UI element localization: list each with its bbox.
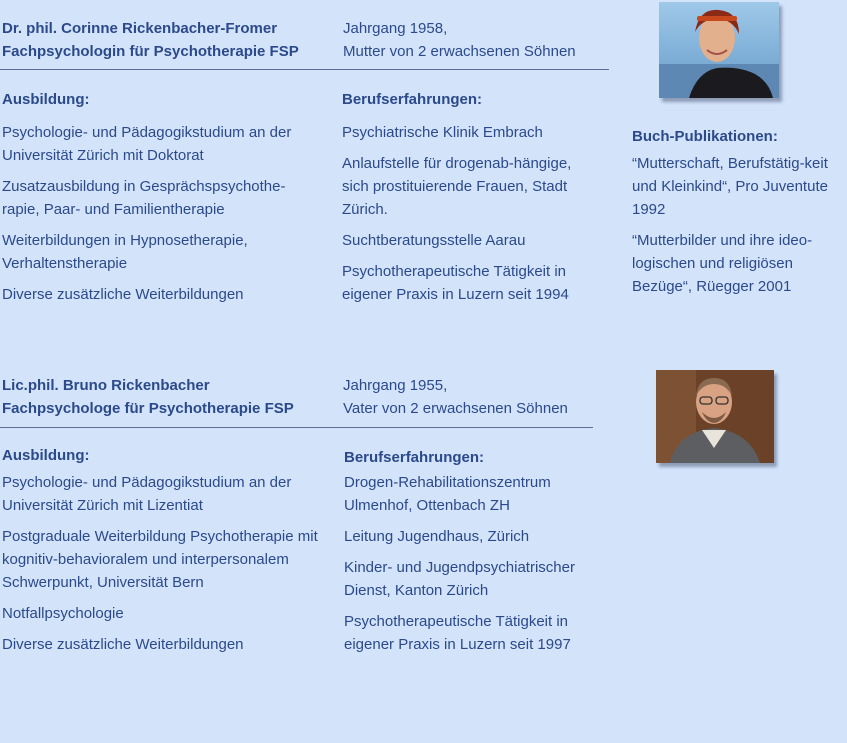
person1-info <box>343 17 576 63</box>
person1-year: Jahrgang 1958, <box>343 20 448 37</box>
person2-family: Vater von 2 erwachsenen Söhnen <box>343 400 568 417</box>
person2-education-item: Diverse zusätzliche Weiterbildungen <box>2 636 244 653</box>
person2-education-item: Psychologie- und Pädagogikstudium an der Universität Zürich mit Lizentiat <box>2 474 292 514</box>
person1-experience-item: Anlaufstelle für drogenab-hängige, sich prostituierende Frauen, Stadt Zürich. <box>342 155 572 218</box>
person2-experience-item: Kinder- und Jugendpsychiatrischer Dienst, Kanton Zürich <box>344 559 575 599</box>
person1-experience <box>342 88 582 314</box>
person2-info <box>343 374 568 420</box>
person1-education-item: Diverse zusätzliche Weiterbildungen <box>2 286 244 303</box>
person1-book-item: “Mutterbilder und ihre ideo-logischen und religiösen Bezüge“, Rüegger 2001 <box>632 232 813 295</box>
person1-education <box>2 88 322 314</box>
person1-books-heading: Buch-Publikationen: <box>632 128 778 145</box>
person2-year: Jahrgang 1955, <box>343 377 448 394</box>
person2-header <box>2 374 294 420</box>
person2-photo <box>656 370 774 463</box>
person1-title: Fachpsychologin für Psychotherapie FSP <box>2 43 299 60</box>
person2-experience <box>344 446 614 664</box>
person1-experience-item: Psychiatrische Klinik Embrach <box>342 124 543 141</box>
person1-name: Dr. phil. Corinne Rickenbacher-Fromer <box>2 20 278 37</box>
person2-education-heading: Ausbildung: <box>2 447 90 464</box>
person1-photo <box>659 2 779 98</box>
person2-education <box>2 444 332 664</box>
person1-education-item: Zusatzausbildung in Gesprächspsychothe-rapie, Paar- und Familientherapie <box>2 178 286 218</box>
person2-name: Lic.phil. Bruno Rickenbacher <box>2 377 210 394</box>
person2-title: Fachpsychologe für Psychotherapie FSP <box>2 400 294 417</box>
person1-education-item: Weiterbildungen in Hypnosetherapie, Verhaltenstherapie <box>2 232 248 272</box>
person2-education-item: Postgraduale Weiterbildung Psychotherapie mit kognitiv-behavioralem und interpersonalem Schwerpunkt, Universität Bern <box>2 528 318 591</box>
person1-divider <box>0 69 609 70</box>
person1-education-heading: Ausbildung: <box>2 91 90 108</box>
person1-book-item: “Mutterschaft, Berufstätig-keit und Kleinkind“, Pro Juventute 1992 <box>632 155 828 218</box>
person2-experience-item: Drogen-Rehabilitationszentrum Ulmenhof, Ottenbach ZH <box>344 474 551 514</box>
person1-experience-item: Suchtberatungsstelle Aarau <box>342 232 526 249</box>
person2-experience-item: Psychotherapeutische Tätigkeit in eigener Praxis in Luzern seit 1997 <box>344 613 571 653</box>
person2-divider <box>0 427 593 428</box>
person2-education-item: Notfallpsychologie <box>2 605 124 622</box>
person1-header <box>2 17 299 63</box>
person2-experience-item: Leitung Jugendhaus, Zürich <box>344 528 530 545</box>
person2-experience-heading: Berufserfahrungen: <box>344 449 485 466</box>
person1-education-item: Psychologie- und Pädagogikstudium an der Universität Zürich mit Doktorat <box>2 124 292 164</box>
person1-experience-item: Psychotherapeutische Tätigkeit in eigener Praxis in Luzern seit 1994 <box>342 263 569 303</box>
person1-experience-heading: Berufserfahrungen: <box>342 91 483 108</box>
person1-family: Mutter von 2 erwachsenen Söhnen <box>343 43 576 60</box>
person1-books <box>632 125 844 306</box>
